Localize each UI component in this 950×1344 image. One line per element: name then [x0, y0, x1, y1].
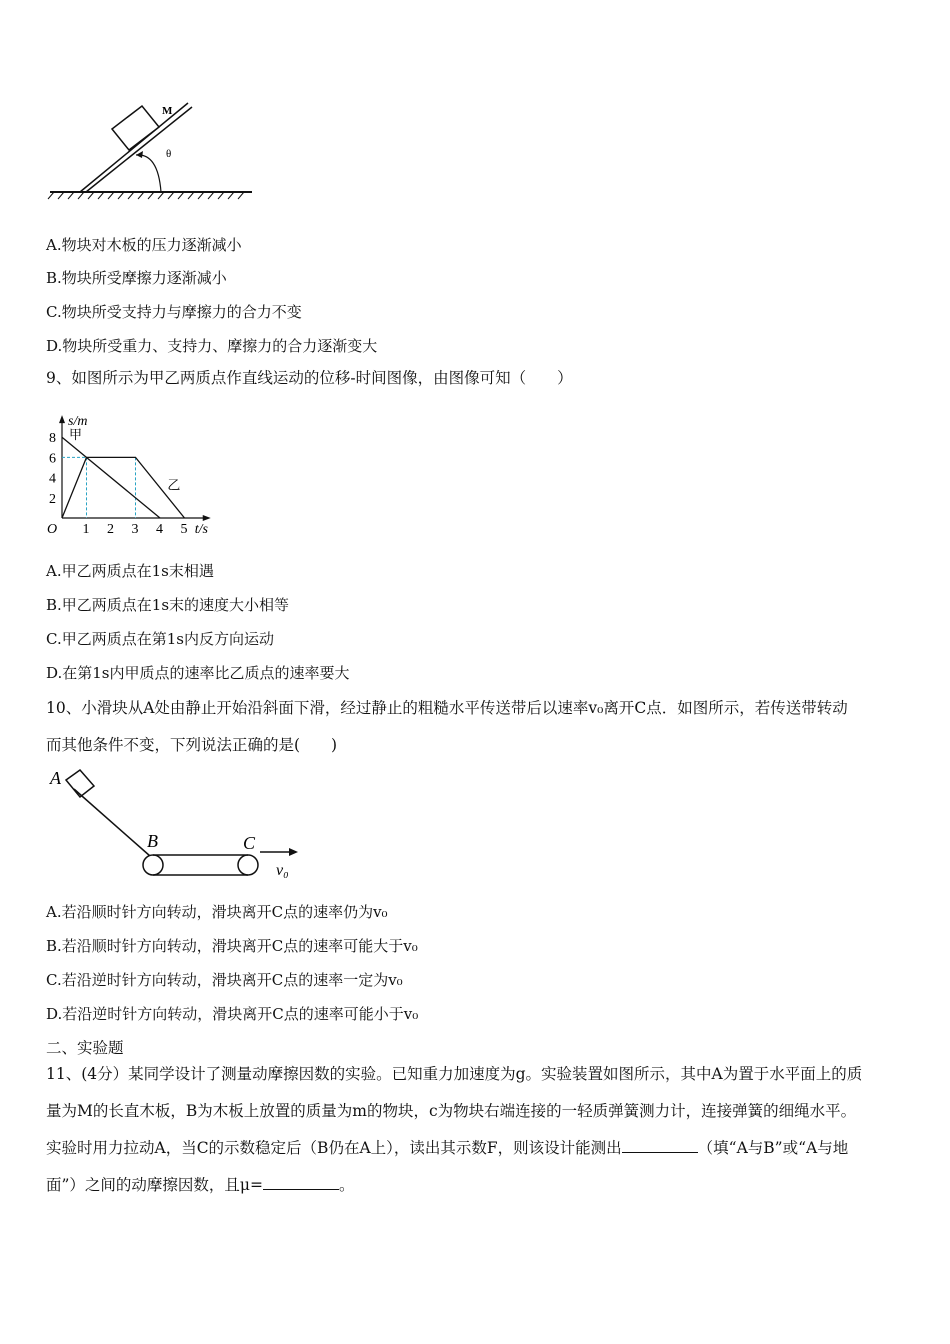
q10-option-a: A.若沿顺时针方向转动，滑块离开C点的速率仍为v₀: [46, 903, 388, 921]
y-axis-label: s/m: [68, 414, 88, 430]
q11-line2: 量为M的长直木板，B为木板上放置的质量为m的物块，c为物块右端连接的一轻质弹簧测力计，连接弹簧的细绳水平。: [46, 1102, 857, 1120]
q8-option-a: A.物块对木板的压力逐渐减小: [46, 236, 242, 254]
q9-option-a: A.甲乙两质点在1s末相遇: [46, 562, 214, 580]
incline-figure: [40, 95, 270, 205]
mass-label: M: [162, 105, 173, 117]
x-tick-label: 4: [156, 522, 163, 537]
y-axis-arrow: [59, 415, 65, 423]
q8-option-d: D.物块所受重力、支持力、摩擦力的合力逐渐变大: [46, 337, 378, 355]
series-label-yi: 乙: [167, 477, 181, 493]
slider-block: [66, 770, 94, 797]
angle-arc: [136, 155, 161, 192]
q11-line4: [46, 1175, 355, 1195]
y-tick-label: 4: [49, 471, 56, 487]
conveyor-belt: [143, 855, 258, 875]
slope-line: [74, 789, 150, 856]
angle-label: θ: [166, 148, 172, 160]
origin-label: O: [47, 522, 58, 537]
q9-option-d: D.在第1s内甲质点的速率比乙质点的速率要大: [46, 664, 350, 682]
section-title: 二、实验题: [46, 1039, 124, 1057]
y-tick-label: 8: [49, 431, 56, 447]
q10-stem-line1: 10、小滑块从A处由静止开始沿斜面下滑，经过静止的粗糙水平传送带后以速率v₀离开C点．如图所示，若传送带转动: [46, 699, 848, 717]
q11-line3-tail: （填“A与B”或“A与地: [697, 1139, 849, 1157]
series-line-0: [62, 437, 160, 518]
x-tick-label: 3: [131, 522, 139, 537]
block-m: [112, 106, 159, 150]
q8-option-b: B.物块所受摩擦力逐渐减小: [46, 269, 227, 287]
x-tick-label: 2: [107, 522, 114, 537]
q10-option-b: B.若沿顺时针方向转动，滑块离开C点的速率可能大于v₀: [46, 937, 418, 955]
q9-option-c: C.甲乙两质点在第1s内反方向运动: [46, 630, 274, 648]
x-axis-arrow: [203, 515, 211, 521]
st-graph: [40, 396, 240, 544]
x-tick-label: 1: [82, 522, 90, 537]
q11-line3-text: 实验时用力拉动A，当C的示数稳定后（B仍在A上），读出其示数F，则该设计能测出: [46, 1139, 622, 1157]
y-tick-label: 2: [49, 491, 56, 507]
label-b: B: [147, 831, 158, 851]
q11-line4-text: 面”）之间的动摩擦因数，且μ=: [46, 1176, 263, 1194]
q11-line4-tail: 。: [339, 1176, 355, 1194]
answer-blank-2[interactable]: [263, 1175, 339, 1190]
q11-line1: 11、(4分）某同学设计了测量动摩擦因数的实验。已知重力加速度为g。实验装置如图所示，其中A为置于水平面上的质: [46, 1065, 863, 1083]
q10-option-d: D.若沿逆时针方向转动，滑块离开C点的速率可能小于v₀: [46, 1005, 419, 1023]
label-c: C: [243, 833, 256, 853]
x-tick-label: 5: [180, 522, 188, 537]
label-a: A: [50, 768, 61, 788]
label-v0: v₀: [276, 862, 289, 879]
q10-option-c: C.若沿逆时针方向转动，滑块离开C点的速率一定为v₀: [46, 971, 403, 989]
q10-stem-line2: 而其他条件不变，下列说法正确的是( ): [46, 736, 338, 754]
y-tick-label: 6: [49, 451, 56, 467]
x-axis-label: t/s: [194, 522, 208, 537]
q9-stem: 9、如图所示为甲乙两质点作直线运动的位移-时间图像，由图像可知（ ）: [46, 369, 573, 387]
q11-line3: [46, 1138, 848, 1158]
q9-option-b: B.甲乙两质点在1s末的速度大小相等: [46, 596, 290, 614]
conveyor-figure: [40, 764, 310, 882]
q8-option-c: C.物块所受支持力与摩擦力的合力不变: [46, 303, 302, 321]
series-label-jia: 甲: [69, 427, 83, 443]
answer-blank-1[interactable]: [622, 1138, 698, 1153]
